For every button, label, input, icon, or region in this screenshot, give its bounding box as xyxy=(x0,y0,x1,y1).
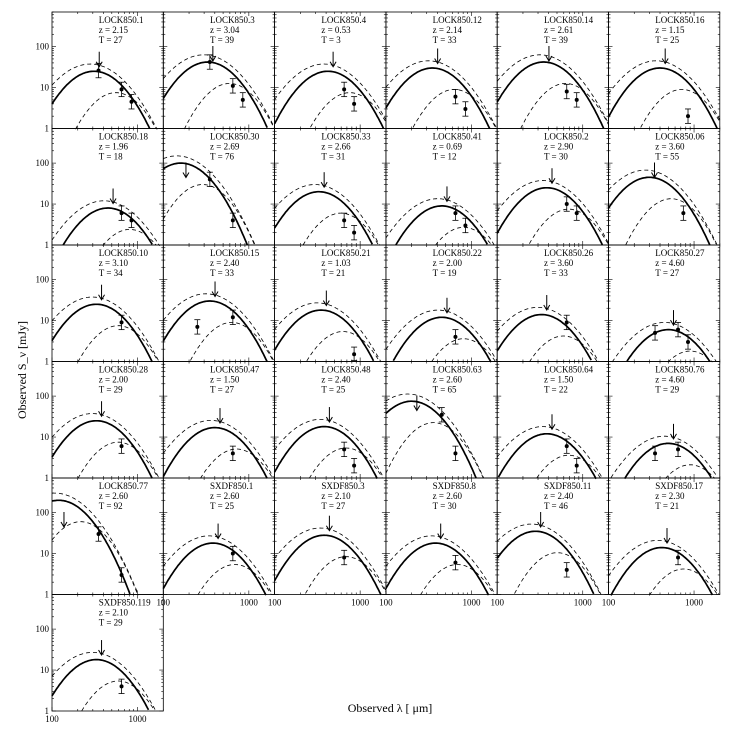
panel-redshift: z = 4.60 xyxy=(655,258,685,268)
panel-dust-temperature: T = 29 xyxy=(655,384,680,395)
y-tick-label: 10 xyxy=(40,82,49,93)
y-tick-label: 100 xyxy=(35,41,49,52)
panel-dust-temperature: T = 33 xyxy=(210,268,234,278)
data-point xyxy=(231,315,235,319)
panel-dust-temperature: T = 22 xyxy=(543,384,568,395)
data-point xyxy=(565,90,569,94)
data-point xyxy=(653,451,657,455)
panel-name: LOCK850.3 xyxy=(210,15,255,25)
panel-dust-temperature: T = 25 xyxy=(655,35,680,45)
x-tick-label: 100 xyxy=(45,714,59,724)
data-point xyxy=(97,532,101,536)
y-tick-label: 1 xyxy=(44,240,49,250)
panel-name: LOCK850.26 xyxy=(543,248,594,258)
panel-dust-temperature: T = 18 xyxy=(98,151,123,162)
y-tick-label: 100 xyxy=(35,391,49,402)
panel-redshift: z = 1.03 xyxy=(321,258,351,268)
panel-name: LOCK850.18 xyxy=(98,131,148,142)
data-point xyxy=(231,552,235,556)
panel-dust-temperature: T = 33 xyxy=(432,35,457,45)
panel-dust-temperature: T = 46 xyxy=(543,501,568,511)
panel-redshift: z = 1.50 xyxy=(543,374,574,385)
data-point xyxy=(575,98,579,102)
panel-dust-temperature: T = 34 xyxy=(98,268,123,278)
data-point xyxy=(453,95,457,99)
data-point xyxy=(352,231,356,235)
panel-dust-temperature: T = 25 xyxy=(210,501,234,511)
panel-dust-temperature: T = 31 xyxy=(321,151,346,162)
y-tick-label: 10 xyxy=(40,548,49,559)
panel-redshift: z = 2.60 xyxy=(98,491,129,501)
panel-name: SXDF850.11 xyxy=(543,481,592,491)
data-point xyxy=(208,177,212,181)
data-point xyxy=(130,100,134,104)
panel-dust-temperature: T = 30 xyxy=(432,501,457,511)
panel-dust-temperature: T = 27 xyxy=(655,268,680,278)
y-tick-label: 100 xyxy=(35,624,49,635)
data-point xyxy=(676,328,680,332)
panel-name: LOCK850.28 xyxy=(98,364,148,375)
data-point xyxy=(565,568,569,572)
data-point xyxy=(575,211,579,215)
data-point xyxy=(463,223,467,227)
data-point xyxy=(686,340,690,344)
data-point xyxy=(681,211,685,215)
panel-name: LOCK850.06 xyxy=(655,131,705,142)
panel-name: LOCK850.64 xyxy=(543,364,594,375)
y-tick-label: 1 xyxy=(44,356,49,367)
panel-redshift: z = 2.10 xyxy=(321,491,351,501)
panel-name: LOCK850.33 xyxy=(321,131,371,142)
data-point xyxy=(120,684,124,688)
y-tick-label: 1 xyxy=(44,123,49,134)
y-tick-label: 100 xyxy=(35,274,49,285)
panel-redshift: z = 1.96 xyxy=(98,141,129,152)
data-point xyxy=(565,444,569,448)
y-tick-label: 10 xyxy=(40,315,49,326)
data-point xyxy=(463,107,467,111)
x-tick-label: 1000 xyxy=(128,714,147,724)
panel-name: LOCK850.76 xyxy=(655,364,705,375)
data-point xyxy=(352,464,356,468)
data-point xyxy=(208,60,212,64)
panel-redshift: z = 1.50 xyxy=(210,374,240,385)
panel-name: LOCK850.21 xyxy=(321,248,371,258)
panel-redshift: z = 3.60 xyxy=(655,141,685,152)
panel-name: SXDF850.17 xyxy=(655,481,704,491)
data-point xyxy=(453,451,457,455)
data-point xyxy=(120,87,124,91)
panel-dust-temperature: T = 19 xyxy=(432,268,457,278)
panel-redshift: z = 3.60 xyxy=(543,258,574,268)
data-point xyxy=(575,464,579,468)
x-tick-label: 1000 xyxy=(239,597,258,608)
data-point xyxy=(195,325,199,329)
y-tick-label: 1 xyxy=(44,589,49,600)
panel-redshift: z = 2.61 xyxy=(543,25,574,35)
x-tick-label: 100 xyxy=(267,597,282,608)
panel-redshift: z = 2.15 xyxy=(98,25,129,35)
data-point xyxy=(231,451,235,455)
y-tick-label: 100 xyxy=(35,158,49,169)
panel-name: LOCK850.22 xyxy=(432,248,482,258)
panel-name: LOCK850.15 xyxy=(210,248,260,258)
panel-redshift: z = 2.60 xyxy=(210,491,240,501)
panel-redshift: z = 2.90 xyxy=(543,141,574,152)
data-point xyxy=(342,556,346,560)
panel-dust-temperature: T = 39 xyxy=(543,35,568,45)
panel-redshift: z = 0.53 xyxy=(321,25,351,35)
data-point xyxy=(97,69,101,73)
panel-dust-temperature: T = 33 xyxy=(543,268,568,278)
panel-name: SXDF850.3 xyxy=(321,481,365,491)
data-point xyxy=(676,447,680,451)
panel-redshift: z = 2.60 xyxy=(432,491,462,501)
panel-redshift: z = 4.60 xyxy=(655,374,685,385)
y-tick-label: 1 xyxy=(44,706,49,716)
x-tick-label: 1000 xyxy=(685,597,704,608)
panel-redshift: z = 2.40 xyxy=(543,491,574,501)
panel-dust-temperature: T = 55 xyxy=(655,151,680,162)
panel-name: LOCK850.10 xyxy=(98,248,148,258)
y-axis-label: Observed S_ν [mJy] xyxy=(15,320,29,420)
data-point xyxy=(231,84,235,88)
data-point xyxy=(676,556,680,560)
panel-dust-temperature: T = 27 xyxy=(98,35,123,45)
data-point xyxy=(352,102,356,106)
panel-redshift: z = 3.10 xyxy=(98,258,129,268)
panel-dust-temperature: T = 30 xyxy=(543,151,568,162)
panel-dust-temperature: T = 25 xyxy=(321,384,346,395)
panel-name: LOCK850.63 xyxy=(432,364,482,375)
data-point xyxy=(653,331,657,335)
panel-redshift: z = 2.40 xyxy=(210,258,240,268)
panel-name: LOCK850.1 xyxy=(98,15,144,25)
panel-dust-temperature: T = 92 xyxy=(98,501,123,511)
x-tick-label: 1000 xyxy=(573,597,592,608)
panel-name: LOCK850.47 xyxy=(210,364,260,375)
x-tick-label: 100 xyxy=(490,597,504,608)
data-point xyxy=(231,218,235,222)
panel-name: LOCK850.41 xyxy=(432,131,482,142)
x-tick-label: 100 xyxy=(601,597,616,608)
panel-redshift: z = 3.04 xyxy=(210,25,240,35)
data-point xyxy=(565,202,569,206)
data-point xyxy=(440,413,444,417)
data-point xyxy=(342,447,346,451)
x-tick-label: 1000 xyxy=(351,597,370,608)
y-tick-label: 1 xyxy=(44,473,49,483)
panel-dust-temperature: T = 21 xyxy=(655,501,680,511)
data-point xyxy=(120,444,124,448)
panel-name: LOCK850.48 xyxy=(321,364,371,375)
panel-dust-temperature: T = 21 xyxy=(321,268,346,278)
panel-redshift: z = 2.69 xyxy=(210,141,240,152)
panel-redshift: z = 2.30 xyxy=(655,491,685,501)
y-tick-label: 10 xyxy=(40,199,49,210)
data-point xyxy=(241,98,245,102)
data-point xyxy=(453,561,457,565)
data-point xyxy=(453,211,457,215)
panel-dust-temperature: T = 65 xyxy=(432,384,457,395)
panel-name: SXDF850.8 xyxy=(432,481,476,491)
panel-dust-temperature: T = 39 xyxy=(210,35,234,45)
data-point xyxy=(120,320,124,324)
panel-redshift: z = 2.00 xyxy=(432,258,462,268)
data-point xyxy=(686,114,690,118)
panel-dust-temperature: T = 76 xyxy=(210,151,234,162)
data-point xyxy=(453,335,457,339)
panel-name: LOCK850.30 xyxy=(210,131,260,142)
panel-redshift: z = 2.00 xyxy=(98,374,129,385)
x-tick-label: 100 xyxy=(156,597,171,608)
x-tick-label: 1000 xyxy=(462,597,481,608)
panel-redshift: z = 2.10 xyxy=(98,607,129,618)
x-axis-label: Observed λ [ μm] xyxy=(347,701,433,715)
data-point xyxy=(120,573,124,577)
panel-name: LOCK850.2 xyxy=(543,131,589,142)
panel-dust-temperature: T = 29 xyxy=(98,617,123,628)
data-point xyxy=(130,218,134,222)
data-point xyxy=(352,352,356,356)
panel-dust-temperature: T = 27 xyxy=(321,501,346,511)
panel-redshift: z = 2.66 xyxy=(321,141,351,152)
data-point xyxy=(342,218,346,222)
data-point xyxy=(565,320,569,324)
panel-redshift: z = 2.40 xyxy=(321,374,351,385)
data-point xyxy=(342,87,346,91)
data-point xyxy=(120,211,124,215)
panel-redshift: z = 2.14 xyxy=(432,25,462,35)
panel-name: LOCK850.77 xyxy=(98,481,148,491)
panel-dust-temperature: T = 3 xyxy=(321,35,341,45)
panel-dust-temperature: T = 12 xyxy=(432,151,457,162)
panel-name: SXDF850.119 xyxy=(98,597,151,608)
y-tick-label: 100 xyxy=(35,507,49,518)
panel-redshift: z = 2.60 xyxy=(432,374,462,385)
panel-redshift: z = 0.69 xyxy=(432,141,462,152)
panel-name: LOCK850.27 xyxy=(655,248,705,258)
panel-redshift: z = 1.15 xyxy=(655,25,685,35)
panel-dust-temperature: T = 27 xyxy=(210,384,234,395)
panel-name: LOCK850.16 xyxy=(655,15,705,25)
panel-name: LOCK850.14 xyxy=(543,15,594,25)
y-tick-label: 10 xyxy=(40,432,49,443)
y-tick-label: 10 xyxy=(40,665,49,676)
panel-name: LOCK850.4 xyxy=(321,15,367,25)
panel-dust-temperature: T = 29 xyxy=(98,384,123,395)
panel-name: LOCK850.12 xyxy=(432,15,482,25)
panel-name: SXDF850.1 xyxy=(210,481,254,491)
x-tick-label: 100 xyxy=(379,597,393,608)
